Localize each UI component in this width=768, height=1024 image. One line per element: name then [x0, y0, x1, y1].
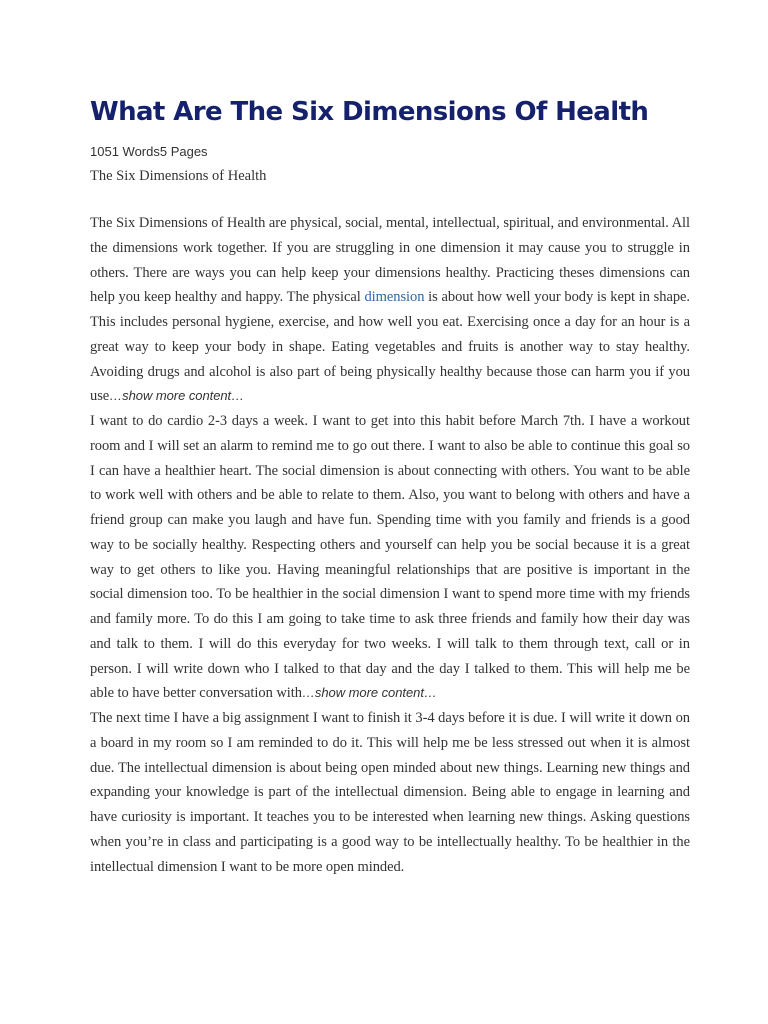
essay-paragraph-2 — [90, 409, 690, 706]
essay-body — [90, 211, 690, 879]
dimension-link[interactable]: dimension — [364, 289, 425, 306]
paragraph-text: I want to do cardio 2-3 days a week. I want to get into this habit before March 7th. I have a workout room and I will set an alarm to remind me to go out there. I want to also be able to continue this goal so I can have a healthier heart. The social dimension is about connecting with others. You want to be able to work well with others and be able to relate to them. Also, you want to belong with others and have a friend group can make you laugh and have fun. Spending time with you family and friends is a good way to be socially healthy. Respecting others and yourself can help you be social because it is a great way to get others to like you. Having meaningful relationships that are positive is important in the social dimension too. To be healthier in the social dimension I want to spend more time with my friends and family more. To do this I am going to take time to ask three friends and family how their day was and talk to them. I will do this everyday for two weeks. I will talk to them through text, call or in person. I will write down who I talked to that day and the day I talked to them. This will help me be able to have better conversation with — [90, 413, 690, 702]
document-title: What Are The Six Dimensions Of Health — [90, 97, 649, 127]
paragraph-text: is about how well your body is kept in shape. This includes personal hygiene, exercise, and how well you eat. Exercising once a day for an hour is a great way to keep your body in shape. Eating vegetables and fruits is another way to stay healthy. Avoiding drugs and alcohol is also part of being physically healthy because those can harm you if you use — [90, 289, 691, 405]
paragraph-text: The next time I have a big assignment I want to finish it 3-4 days before it is due. I will write it down on a board in my room so I am reminded to do it. This will help me be less stressed out when it is almost due. The intellectual dimension is about being open minded about new things. Learning new things and expanding your knowledge is part of the intellectual dimension. Being able to engage in learning and have curiosity is important. It teaches you to be interested when learning new things. Asking questions when you’re in class and participating is a good way to be intellectually healthy. To be healthier in the intellectual dimension I want to be more open minded. — [90, 710, 690, 875]
show-more-content-link[interactable]: …show more content… — [301, 685, 437, 701]
show-more-content-link[interactable]: …show more content… — [109, 388, 245, 404]
essay-paragraph-3 — [90, 706, 690, 879]
essay-paragraph-1 — [90, 211, 690, 409]
document-page — [90, 94, 690, 879]
essay-subtitle: The Six Dimensions of Health — [90, 168, 267, 184]
word-page-count: 1051 Words5 Pages — [90, 144, 208, 159]
paragraph-text: The Six Dimensions of Health are physical, social, mental, intellectual, spiritual, and environmental. All the dimensions work together. If you are struggling in one dimension it may cause you to struggle in others. There are ways you can help keep your dimensions healthy. Practicing theses dimensions can help you keep healthy and happy. The physical — [90, 215, 690, 306]
